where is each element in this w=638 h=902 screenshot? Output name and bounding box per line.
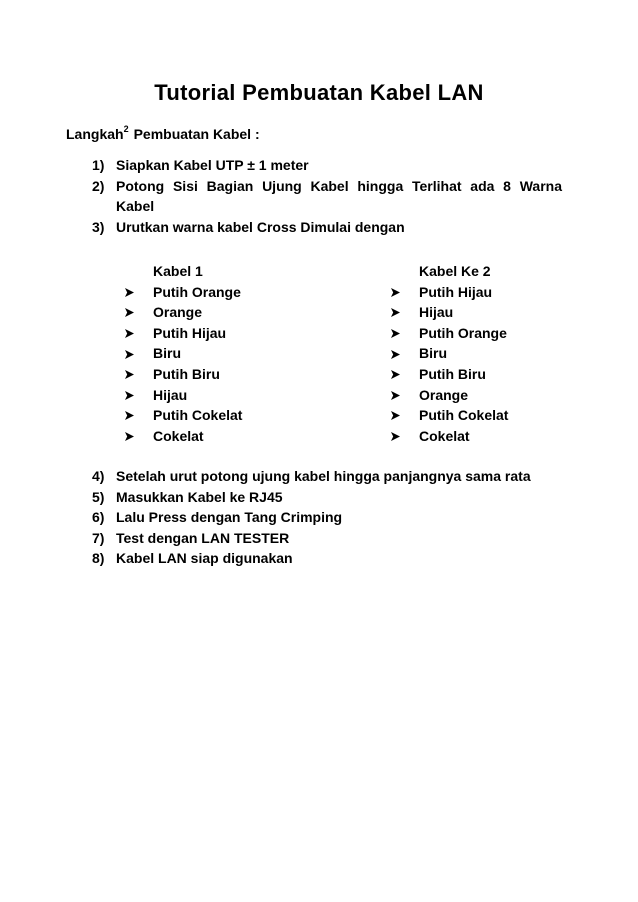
list-item bbox=[124, 405, 242, 426]
cable-1-item: Orange bbox=[153, 304, 203, 321]
list-item bbox=[124, 323, 242, 344]
step-number: 4) bbox=[92, 468, 105, 484]
list-item bbox=[124, 364, 242, 385]
arrow-bullet-icon bbox=[390, 389, 419, 401]
list-item bbox=[390, 302, 508, 323]
list-item bbox=[390, 282, 508, 303]
list-item bbox=[92, 176, 562, 217]
list-item bbox=[92, 217, 562, 238]
step-number: 8) bbox=[92, 550, 105, 567]
step-number: 3) bbox=[92, 218, 105, 235]
subtitle-text-after: Pembuatan Kabel : bbox=[133, 126, 260, 142]
cable-1-heading: Kabel 1 bbox=[153, 263, 203, 279]
page-title: Tutorial Pembuatan Kabel LAN bbox=[154, 80, 484, 105]
cable-2-column bbox=[390, 261, 508, 446]
cable-2-item: Putih Orange bbox=[419, 324, 507, 341]
arrow-bullet-icon bbox=[390, 348, 419, 360]
list-item bbox=[390, 343, 508, 364]
cable-2-list bbox=[390, 282, 508, 447]
arrow-bullet-icon bbox=[390, 368, 419, 380]
list-item bbox=[390, 405, 508, 426]
cable-1-item: Biru bbox=[153, 345, 181, 362]
subtitle-text-before: Langkah bbox=[66, 126, 124, 142]
step-text: Urutkan warna kabel Cross Dimulai dengan bbox=[116, 218, 405, 235]
step-number: 5) bbox=[92, 488, 105, 505]
list-item bbox=[124, 426, 242, 447]
arrow-bullet-icon bbox=[390, 430, 419, 442]
steps-list-second bbox=[92, 466, 562, 569]
steps-list-first bbox=[92, 155, 562, 237]
cable-1-item: Putih Hijau bbox=[153, 324, 227, 341]
step-number: 2) bbox=[92, 177, 105, 194]
arrow-bullet-icon bbox=[390, 327, 419, 339]
step-text: Siapkan Kabel UTP ± 1 meter bbox=[116, 157, 309, 173]
cable-1-item: Hijau bbox=[153, 386, 188, 403]
list-item bbox=[92, 528, 562, 549]
cable-2-item: Orange bbox=[419, 386, 469, 403]
list-item bbox=[390, 364, 508, 385]
list-item bbox=[124, 385, 242, 406]
cable-1-item: Putih Biru bbox=[153, 365, 220, 382]
arrow-bullet-icon bbox=[390, 306, 419, 318]
arrow-bullet-icon bbox=[124, 389, 153, 401]
list-item bbox=[92, 548, 562, 569]
list-item bbox=[92, 507, 562, 528]
step-number: 7) bbox=[92, 529, 105, 546]
arrow-bullet-icon bbox=[124, 409, 153, 421]
list-item bbox=[92, 155, 562, 176]
list-item bbox=[124, 343, 242, 364]
cable-2-item: Cokelat bbox=[419, 427, 470, 444]
step-text: Lalu Press dengan Tang Crimping bbox=[116, 509, 343, 526]
cable-2-heading: Kabel Ke 2 bbox=[419, 263, 491, 279]
cable-1-column bbox=[124, 261, 242, 446]
step-number: 1) bbox=[92, 157, 105, 173]
cable-1-item: Putih Cokelat bbox=[153, 407, 243, 424]
cable-1-item: Cokelat bbox=[153, 427, 204, 444]
list-item bbox=[124, 282, 242, 303]
arrow-bullet-icon bbox=[124, 306, 153, 318]
list-item bbox=[390, 426, 508, 447]
arrow-bullet-icon bbox=[390, 409, 419, 421]
step-text: Masukkan Kabel ke RJ45 bbox=[116, 488, 283, 505]
list-item bbox=[390, 385, 508, 406]
list-item bbox=[124, 302, 242, 323]
cable-2-item: Putih Cokelat bbox=[419, 407, 509, 424]
step-text: Kabel LAN siap digunakan bbox=[116, 550, 293, 567]
step-text: Setelah urut potong ujung kabel hingga panjangnya sama rata bbox=[116, 468, 531, 484]
arrow-bullet-icon bbox=[124, 368, 153, 380]
cable-2-item: Putih Biru bbox=[419, 365, 486, 382]
arrow-bullet-icon bbox=[124, 430, 153, 442]
arrow-bullet-icon bbox=[124, 327, 153, 339]
list-item bbox=[92, 466, 562, 487]
arrow-bullet-icon bbox=[124, 348, 153, 360]
list-item bbox=[92, 487, 562, 508]
step-text: Potong Sisi Bagian Ujung Kabel hingga Terlihat ada 8 Warna Kabel bbox=[116, 177, 562, 215]
cable-2-item: Biru bbox=[419, 345, 447, 362]
subtitle-superscript: 2 bbox=[123, 124, 129, 134]
list-item bbox=[390, 323, 508, 344]
step-number: 6) bbox=[92, 509, 105, 526]
arrow-bullet-icon bbox=[124, 286, 153, 298]
cable-2-item: Putih Hijau bbox=[419, 283, 493, 300]
cable-1-list bbox=[124, 282, 242, 447]
arrow-bullet-icon bbox=[390, 286, 419, 298]
cable-2-item: Hijau bbox=[419, 304, 454, 321]
step-text: Test dengan LAN TESTER bbox=[116, 529, 290, 546]
section-subtitle bbox=[66, 126, 260, 142]
cable-1-item: Putih Orange bbox=[153, 283, 241, 300]
